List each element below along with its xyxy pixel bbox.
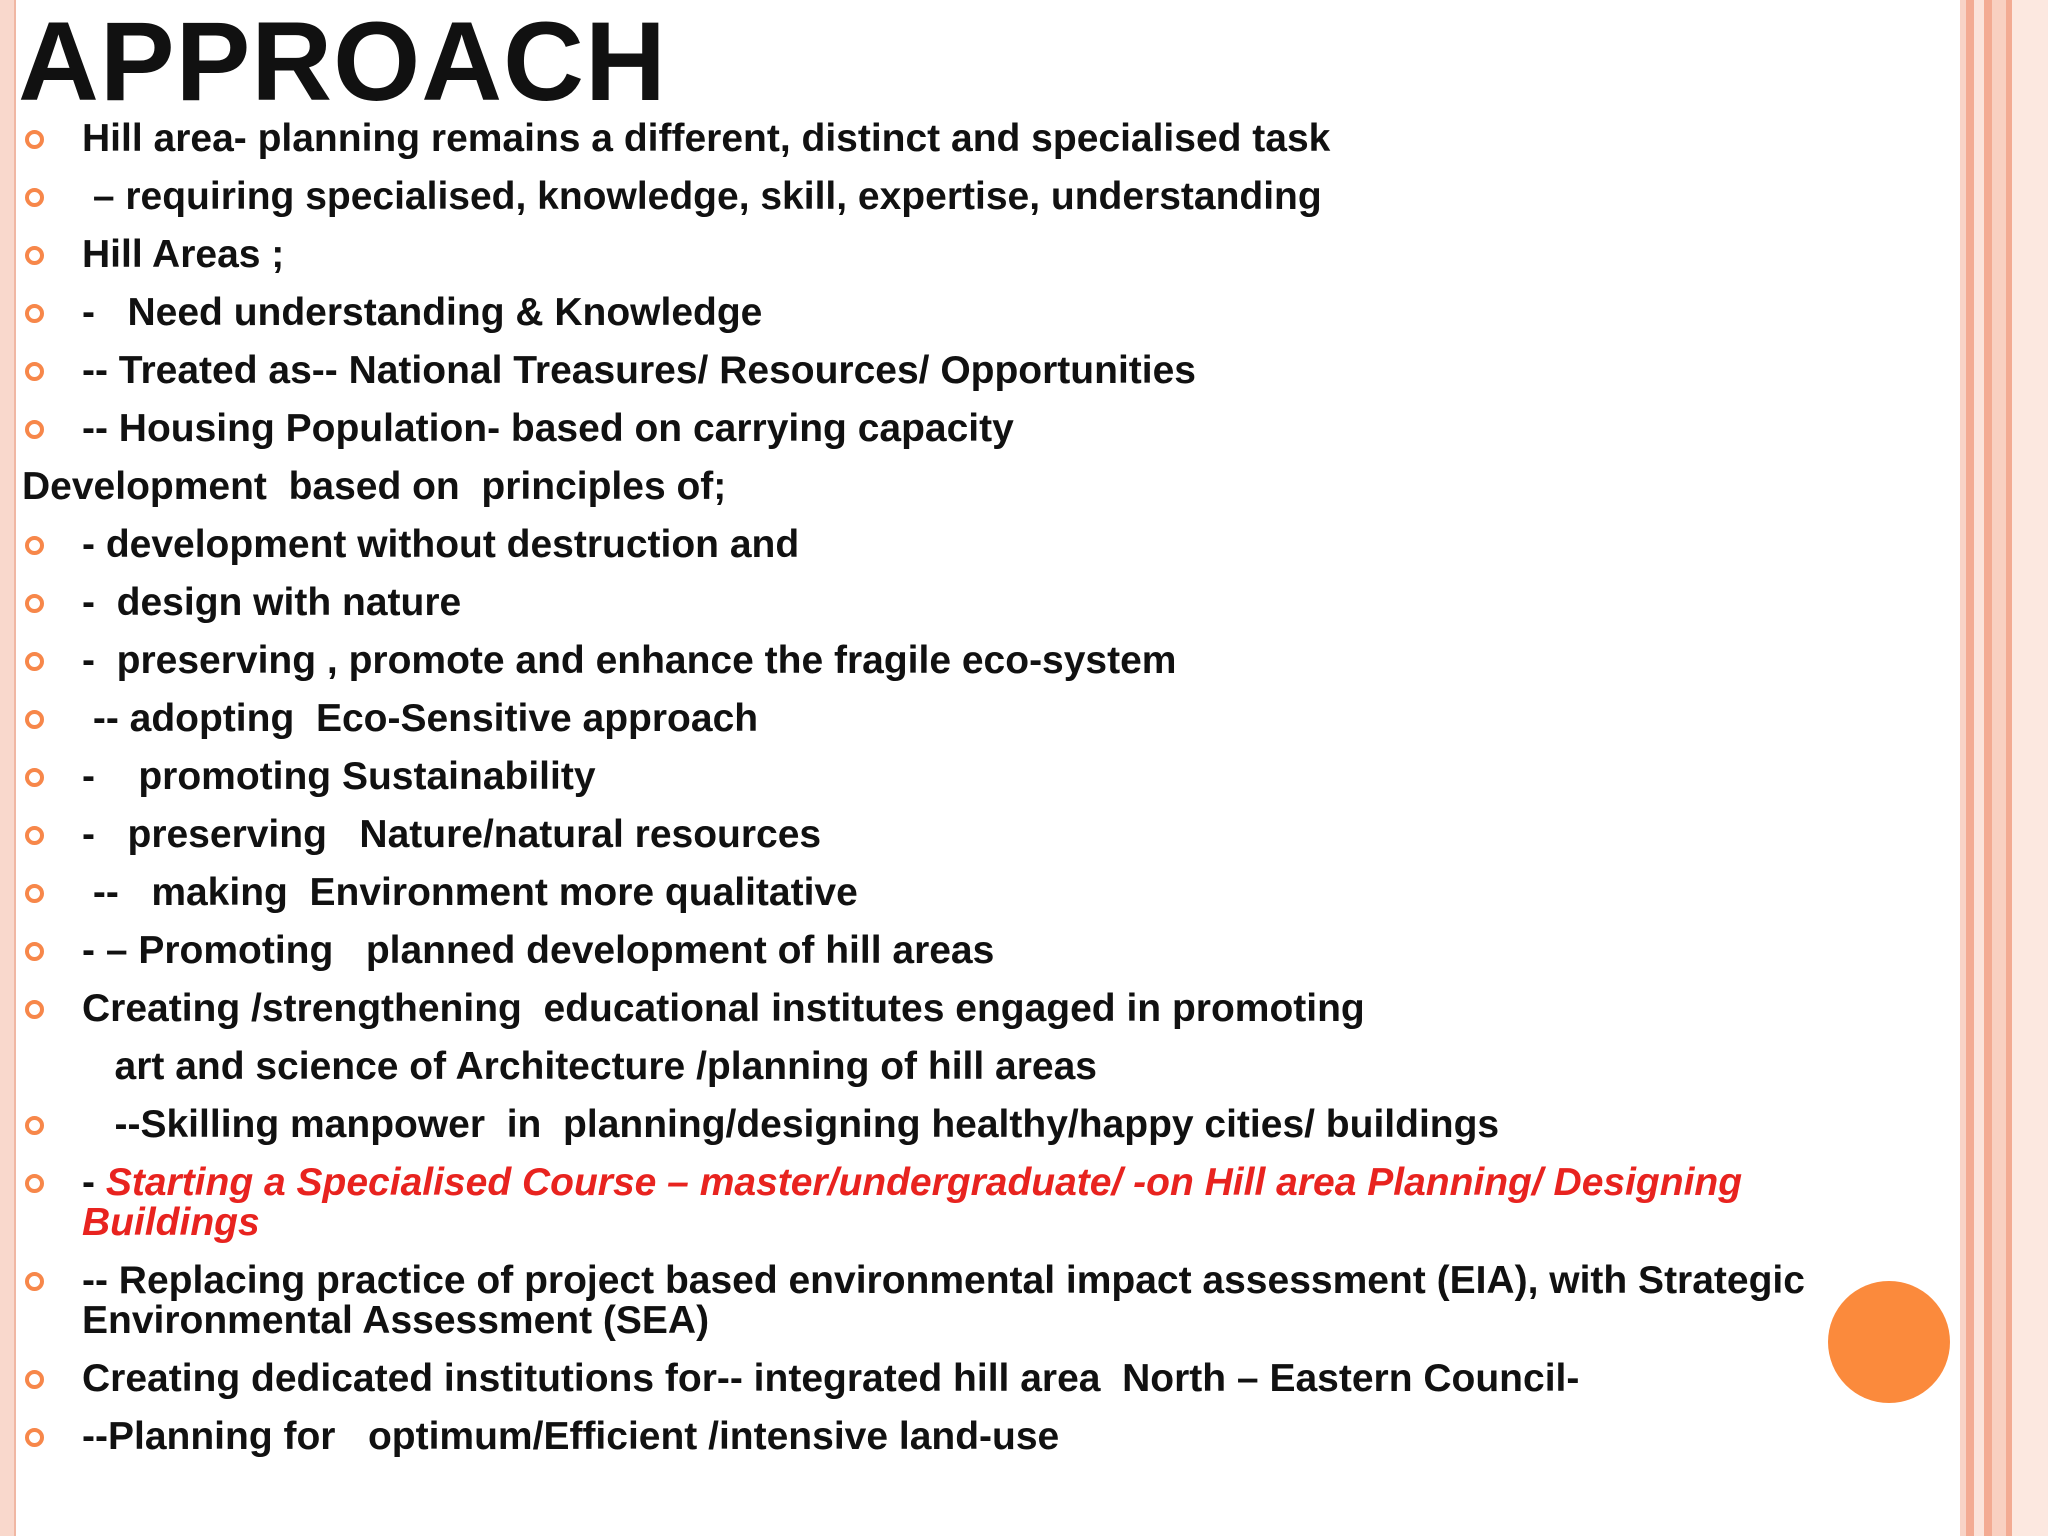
- bullet-icon: [25, 1428, 44, 1447]
- list-item-text: Hill Areas ;: [82, 233, 285, 276]
- list-item-text: - development without destruction and: [82, 523, 800, 566]
- list-item-text: --Planning for optimum/Efficient /intensive land-use: [82, 1415, 1060, 1458]
- list-item: [0, 806, 1990, 864]
- list-item: [0, 922, 1990, 980]
- bullet-icon: [25, 710, 44, 729]
- bullet-icon: [25, 536, 44, 555]
- bullet-icon: [25, 1000, 44, 1019]
- list-item-text: Creating /strengthening educational institutes engaged in promoting: [82, 987, 1365, 1030]
- bullet-icon: [25, 652, 44, 671]
- bullet-icon: [25, 594, 44, 613]
- list-item: [0, 1408, 1990, 1466]
- list-item-text: --Skilling manpower in planning/designing healthy/happy cities/ buildings: [82, 1103, 1500, 1146]
- bullet-icon: [25, 188, 44, 207]
- list-item-text: Creating dedicated institutions for-- integrated hill area North – Eastern Council-: [82, 1357, 1580, 1400]
- list-item-text: - design with nature: [82, 581, 462, 624]
- list-item-continuation: [0, 1038, 1990, 1096]
- list-item: [0, 516, 1990, 574]
- decorative-circle: [1828, 1281, 1950, 1403]
- bullet-icon: [25, 826, 44, 845]
- slide-title: APPROACH: [18, 0, 667, 124]
- bullet-icon: [25, 304, 44, 323]
- list-item: [0, 632, 1990, 690]
- section-heading-text: Development based on principles of;: [22, 465, 727, 508]
- list-item-text: -- Replacing practice of project based environmental impact assessment (EIA), with Strategic Environmental Assessment (SEA): [82, 1259, 1805, 1342]
- bullet-icon: [25, 1370, 44, 1389]
- list-item-text: - Need understanding & Knowledge: [82, 291, 763, 334]
- right-decor-stripe: [2012, 0, 2048, 1536]
- highlight-text: Starting a Specialised Course – master/undergraduate/ -on Hill area Planning/ Designing Buildings: [82, 1161, 1743, 1244]
- list-item-text: -- making Environment more qualitative: [82, 871, 858, 914]
- bullet-icon: [25, 1272, 44, 1291]
- list-item: [0, 342, 1990, 400]
- list-item-text: art and science of Architecture /planning of hill areas: [82, 1045, 1097, 1088]
- bullet-icon: [25, 362, 44, 381]
- list-item-highlight: [0, 1154, 1915, 1252]
- list-item: [0, 284, 1990, 342]
- bullet-icon: [25, 1174, 44, 1193]
- list-item-text: Hill area- planning remains a different, distinct and specialised task: [82, 117, 1331, 160]
- list-item-prefix: -: [82, 1161, 106, 1204]
- section-heading: [0, 458, 1990, 516]
- list-item-text: - preserving Nature/natural resources: [82, 813, 822, 856]
- list-item: [0, 400, 1990, 458]
- bullet-icon: [25, 246, 44, 265]
- list-item-text: - – Promoting planned development of hill areas: [82, 929, 995, 972]
- list-item-text: - promoting Sustainability: [82, 755, 596, 798]
- list-item: [0, 864, 1990, 922]
- list-item-text: -- adopting Eco-Sensitive approach: [82, 697, 759, 740]
- list-item: [0, 1096, 1990, 1154]
- list-item: [0, 168, 1990, 226]
- list-item: [0, 980, 1990, 1038]
- bullet-icon: [25, 942, 44, 961]
- list-item-text: - preserving , promote and enhance the fragile eco-system: [82, 639, 1177, 682]
- list-item: [0, 748, 1990, 806]
- list-item: [0, 1350, 1990, 1408]
- right-decor-stripe: [1992, 0, 2006, 1536]
- list-item: [0, 574, 1990, 632]
- bullet-icon: [25, 130, 44, 149]
- bullet-icon: [25, 884, 44, 903]
- content-list: [0, 110, 1990, 1466]
- list-item: [0, 690, 1990, 748]
- bullet-icon: [25, 768, 44, 787]
- list-item: [0, 226, 1990, 284]
- list-item-text: -- Housing Population- based on carrying capacity: [82, 407, 1014, 450]
- bullet-icon: [25, 420, 44, 439]
- list-item-text: -- Treated as-- National Treasures/ Resources/ Opportunities: [82, 349, 1196, 392]
- bullet-icon: [25, 1116, 44, 1135]
- list-item: [0, 110, 1990, 168]
- list-item-text: – requiring specialised, knowledge, skill, expertise, understanding: [82, 175, 1322, 218]
- list-item: [0, 1252, 1915, 1350]
